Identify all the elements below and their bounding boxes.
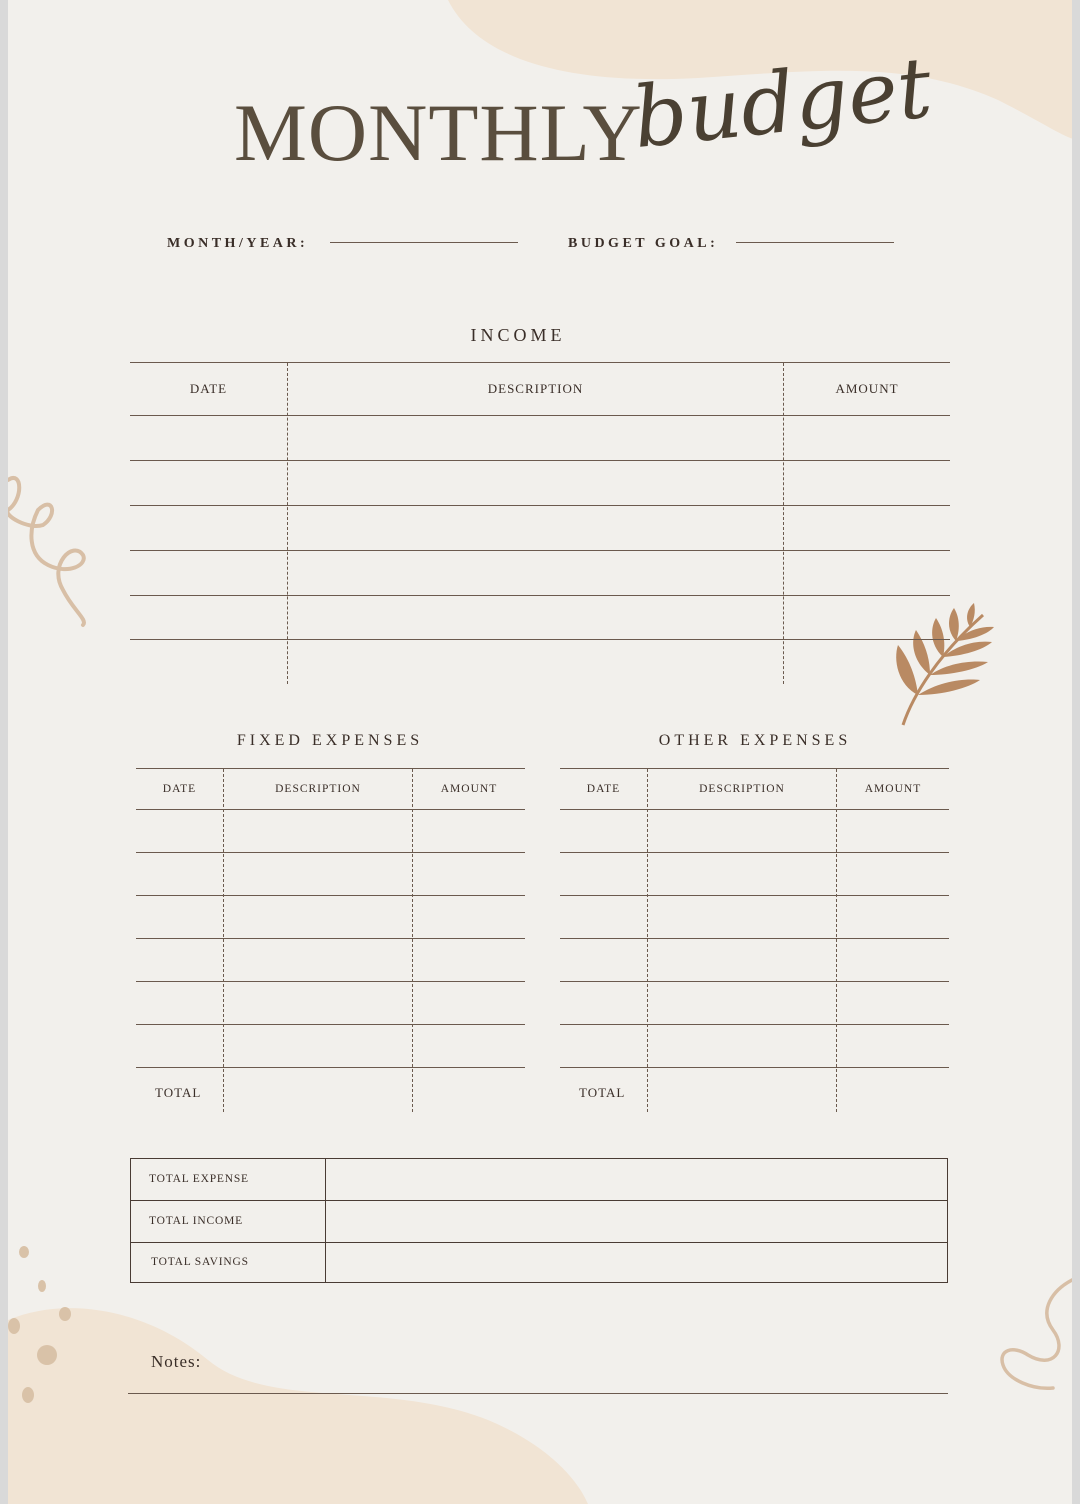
table-row[interactable] [130,505,950,506]
table-row[interactable] [560,938,949,939]
month-year-label: MONTH/YEAR: [167,236,309,251]
income-description-header: DESCRIPTION [487,381,584,396]
notes-label: Notes: [151,1352,202,1371]
table-row[interactable] [130,639,950,640]
table-row[interactable] [136,852,525,853]
fixed-description-header: DESCRIPTION [275,783,361,795]
other-description-header: DESCRIPTION [699,783,785,795]
table-row[interactable] [136,895,525,896]
table-row[interactable] [560,895,949,896]
budget-goal-label: BUDGET GOAL: [568,236,719,251]
table-row[interactable] [560,1067,949,1068]
budget-page [8,0,1072,1504]
month-year-field[interactable] [330,242,518,243]
fixed-amount-header: AMOUNT [440,783,498,795]
notes-field[interactable] [128,1393,948,1394]
left-swirl-icon [8,470,98,630]
income-amount-header: AMOUNT [835,381,899,396]
table-row[interactable] [130,460,950,461]
summary-table [130,1158,948,1283]
total-savings-label: TOTAL SAVINGS [151,1256,249,1268]
fixed-date-header: DATE [162,783,197,795]
table-row[interactable] [130,595,950,596]
other-expenses-title: OTHER EXPENSES [658,732,852,749]
table-row[interactable] [136,1024,525,1025]
total-expense-label: TOTAL EXPENSE [149,1173,249,1185]
table-row[interactable] [560,852,949,853]
leaf-icon [888,600,998,730]
bottom-left-blob-shape [8,1300,608,1504]
table-row[interactable] [136,938,525,939]
table-row[interactable] [130,550,950,551]
page-title: MONTHLY [234,87,643,178]
other-amount-header: AMOUNT [864,783,922,795]
income-date-header: DATE [189,381,228,396]
income-title: INCOME [470,325,566,345]
dots-icon [8,1240,88,1410]
page-title-script: budget [628,38,936,167]
total-income-label: TOTAL INCOME [149,1215,243,1227]
other-total-label: TOTAL [579,1085,626,1100]
fixed-total-label: TOTAL [155,1085,202,1100]
table-row[interactable] [560,981,949,982]
table-row[interactable] [136,1067,525,1068]
budget-goal-field[interactable] [736,242,894,243]
table-row[interactable] [136,981,525,982]
right-swirl-icon [993,1270,1072,1400]
table-row[interactable] [560,1024,949,1025]
other-date-header: DATE [586,783,621,795]
fixed-expenses-title: FIXED EXPENSES [236,732,424,749]
